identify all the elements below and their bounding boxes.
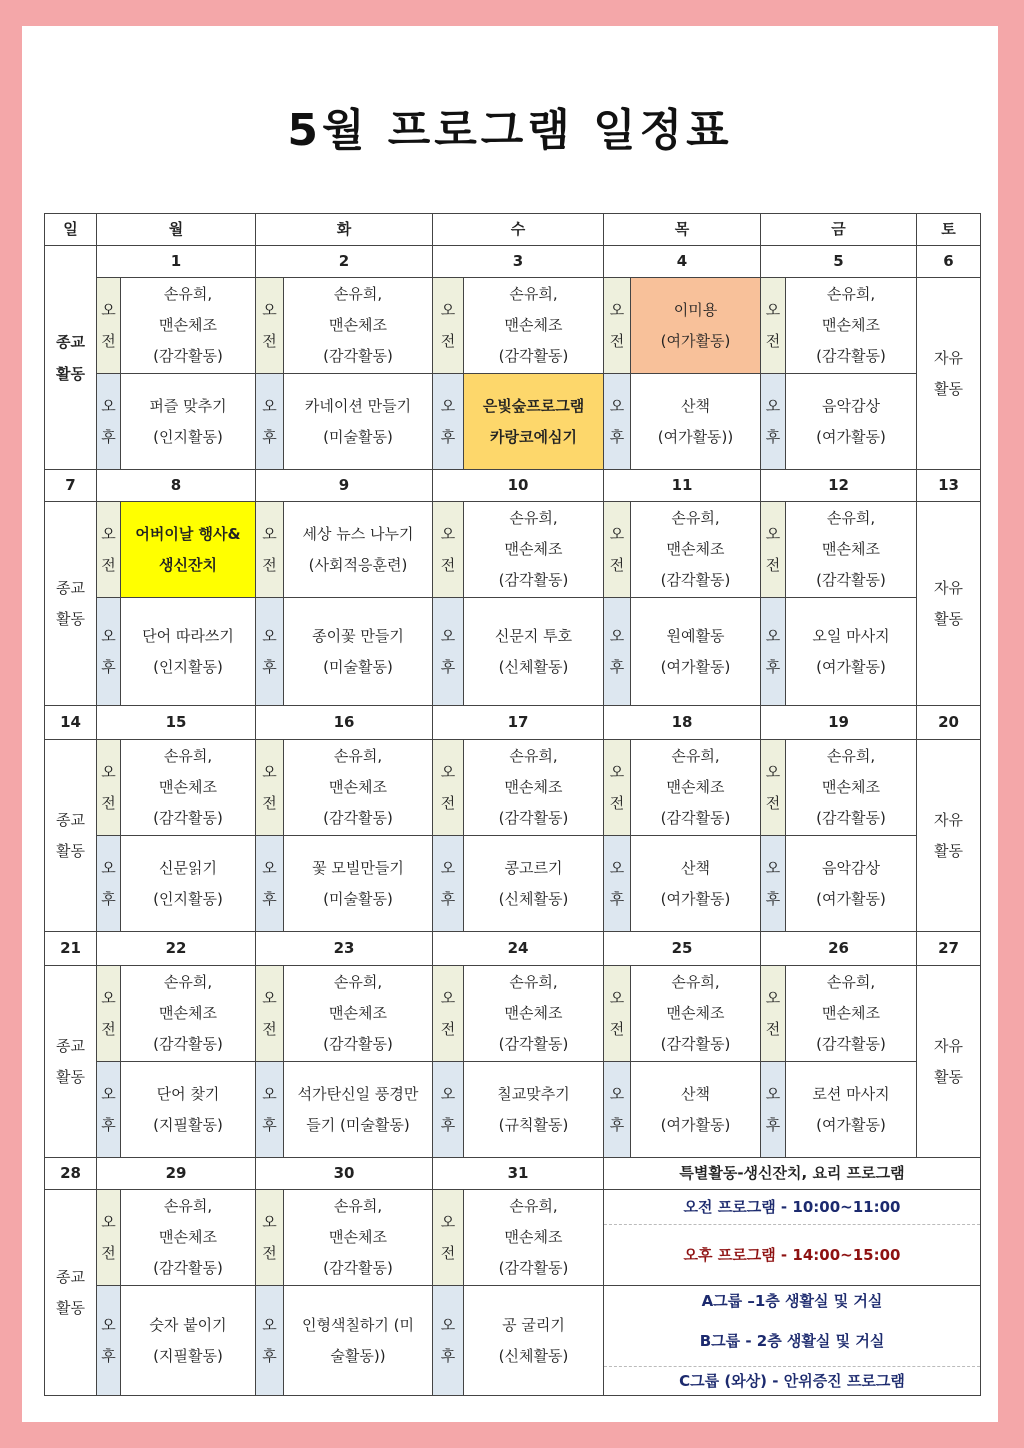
pm-label: 오 후 (433, 1062, 464, 1158)
pm-label: 오 후 (433, 1286, 464, 1396)
am-activity: 손유희, 맨손체조 (감각활동) (464, 278, 604, 374)
pm-activity-highlight: 은빛숲프로그램 카랑코에심기 (464, 374, 604, 470)
am-label: 오 전 (761, 278, 786, 374)
program-time-info (604, 1190, 981, 1286)
week1-sun-cell (45, 246, 97, 470)
pm-label: 오 후 (761, 1062, 786, 1158)
religion-label: 종교 활동 (45, 502, 97, 706)
am-label: 오 전 (761, 502, 786, 598)
schedule-page (22, 26, 998, 1422)
am-label: 오 전 (97, 278, 121, 374)
week3-date-row (45, 706, 981, 740)
pm-activity: 꽃 모빌만들기 (미술활동) (284, 836, 433, 932)
date-label: 9 (256, 470, 433, 502)
pm-label: 오 후 (256, 836, 284, 932)
am-activity: 손유희, 맨손체조 (감각활동) (284, 740, 433, 836)
am-program-time: 오전 프로그램 - 10:00~11:00 (683, 1198, 901, 1216)
group-c-info: C그룹 (와상) - 안위증진 프로그램 (604, 1366, 980, 1395)
am-label: 오 전 (256, 502, 284, 598)
pm-activity: 인형색칠하기 (미 술활동)) (284, 1286, 433, 1396)
pm-label: 오 후 (256, 598, 284, 706)
religion-label: 종교 활동 (45, 966, 97, 1158)
date-label: 24 (433, 932, 604, 966)
pm-activity: 칠교맞추기 (규칙활동) (464, 1062, 604, 1158)
religion-label: 종교 활동 (45, 740, 97, 932)
am-activity: 손유희, 맨손체조 (감각활동) (631, 740, 761, 836)
am-label: 오 전 (256, 966, 284, 1062)
week4-date-row (45, 932, 981, 966)
group-b-info: B그룹 - 2층 생활실 및 거실 (699, 1332, 885, 1350)
date-label: 29 (97, 1158, 256, 1190)
pm-label: 오 후 (256, 1286, 284, 1396)
date-label: 4 (604, 246, 761, 278)
am-label: 오 전 (761, 966, 786, 1062)
date-label-holiday: 15 (97, 706, 256, 740)
am-label: 오 전 (256, 740, 284, 836)
pm-activity: 음악감상 (여가활동) (786, 836, 917, 932)
pm-label: 오 후 (433, 374, 464, 470)
am-activity: 세상 뉴스 나누기 (사회적응훈련) (284, 502, 433, 598)
free-activity: 자유 활동 (917, 502, 981, 706)
am-activity: 손유희, 맨손체조 (감각활동) (284, 278, 433, 374)
pm-activity: 원예활동 (여가활동) (631, 598, 761, 706)
am-activity: 손유희, 맨손체조 (감각활동) (284, 1190, 433, 1286)
pm-activity: 오일 마사지 (여가활동) (786, 598, 917, 706)
week5-am-row (45, 1190, 981, 1286)
am-label: 오 전 (761, 740, 786, 836)
week2-pm-row (45, 598, 981, 706)
am-activity: 손유희, 맨손체조 (감각활동) (121, 966, 256, 1062)
pm-label: 오 후 (433, 836, 464, 932)
group-a-info: A그룹 –1층 생활실 및 거실 (701, 1292, 883, 1310)
am-activity: 손유희, 맨손체조 (감각활동) (464, 502, 604, 598)
date-label: 23 (256, 932, 433, 966)
free-activity: 자유 활동 (917, 278, 981, 470)
week4-am-row (45, 966, 981, 1062)
group-info (604, 1286, 981, 1396)
free-activity: 자유 활동 (917, 740, 981, 932)
pm-label: 오 후 (604, 836, 631, 932)
am-label: 오 전 (604, 278, 631, 374)
date-label-sat: 27 (917, 932, 981, 966)
free-activity: 자유 활동 (917, 966, 981, 1158)
am-label: 오 전 (97, 1190, 121, 1286)
date-label: 2 (256, 246, 433, 278)
am-label: 오 전 (97, 966, 121, 1062)
am-label: 오 전 (97, 502, 121, 598)
date-label: 10 (433, 470, 604, 502)
date-label: 30 (256, 1158, 433, 1190)
pm-activity: 신문지 투호 (신체활동) (464, 598, 604, 706)
day-header-fri: 금 (761, 214, 917, 246)
day-header-thu: 목 (604, 214, 761, 246)
day-header-mon: 월 (97, 214, 256, 246)
am-label: 오 전 (433, 278, 464, 374)
week5-pm-row (45, 1286, 981, 1396)
week2-date-row (45, 470, 981, 502)
am-label: 오 전 (256, 278, 284, 374)
am-activity: 손유희, 맨손체조 (감각활동) (786, 740, 917, 836)
day-header-tue: 화 (256, 214, 433, 246)
day-header-sun: 일 (45, 214, 97, 246)
religion-label: 종교 활동 (56, 332, 85, 383)
am-label: 오 전 (97, 740, 121, 836)
am-label: 오 전 (604, 966, 631, 1062)
date-label: 22 (97, 932, 256, 966)
am-activity: 손유희, 맨손체조 (감각활동) (121, 740, 256, 836)
week1-am-row (45, 278, 981, 374)
am-activity-highlight: 이미용 (여가활동) (631, 278, 761, 374)
pm-activity: 신문읽기 (인지활동) (121, 836, 256, 932)
pm-activity: 석가탄신일 풍경만 들기 (미술활동) (284, 1062, 433, 1158)
am-activity: 손유희, 맨손체조 (감각활동) (464, 1190, 604, 1286)
pm-activity: 종이꽃 만들기 (미술활동) (284, 598, 433, 706)
week1-date-row (45, 246, 981, 278)
date-label: 3 (433, 246, 604, 278)
pm-label: 오 후 (761, 598, 786, 706)
date-label: 17 (433, 706, 604, 740)
pm-label: 오 후 (604, 598, 631, 706)
am-label: 오 전 (433, 1190, 464, 1286)
date-label-sat: 6 (917, 246, 981, 278)
pm-label: 오 후 (604, 374, 631, 470)
am-label: 오 전 (433, 740, 464, 836)
am-activity: 손유희, 맨손체조 (감각활동) (121, 278, 256, 374)
pm-label: 오 후 (256, 1062, 284, 1158)
am-label: 오 전 (256, 1190, 284, 1286)
am-activity: 손유희, 맨손체조 (감각활동) (121, 1190, 256, 1286)
am-activity: 손유희, 맨손체조 (감각활동) (631, 502, 761, 598)
day-header-wed: 수 (433, 214, 604, 246)
religion-label: 종교 활동 (45, 1190, 97, 1396)
pm-activity: 음악감상 (여가활동) (786, 374, 917, 470)
pm-activity: 단어 찾기 (지필활동) (121, 1062, 256, 1158)
pm-activity: 로션 마사지 (여가활동) (786, 1062, 917, 1158)
week3-am-row (45, 740, 981, 836)
pm-label: 오 후 (97, 598, 121, 706)
date-label-sun: 21 (45, 932, 97, 966)
am-activity: 손유희, 맨손체조 (감각활동) (284, 966, 433, 1062)
am-activity: 손유희, 맨손체조 (감각활동) (786, 966, 917, 1062)
date-label: 26 (761, 932, 917, 966)
weekday-header-row (45, 214, 981, 246)
pm-activity: 공 굴리기 (신체활동) (464, 1286, 604, 1396)
schedule-table (44, 213, 981, 1396)
date-label: 16 (256, 706, 433, 740)
pm-label: 오 후 (604, 1062, 631, 1158)
am-label: 오 전 (604, 502, 631, 598)
pm-activity: 퍼즐 맞추기 (인지활동) (121, 374, 256, 470)
am-activity: 손유희, 맨손체조 (감각활동) (464, 966, 604, 1062)
pm-label: 오 후 (97, 1062, 121, 1158)
date-label: 1 (97, 246, 256, 278)
week3-pm-row (45, 836, 981, 932)
pm-label: 오 후 (761, 836, 786, 932)
pm-activity: 단어 따라쓰기 (인지활동) (121, 598, 256, 706)
page-title: 5월 프로그램 일정표 (287, 105, 733, 156)
date-label: 25 (604, 932, 761, 966)
am-activity: 손유희, 맨손체조 (감각활동) (631, 966, 761, 1062)
am-activity: 손유희, 맨손체조 (감각활동) (786, 502, 917, 598)
pm-activity: 산책 (여가활동) (631, 1062, 761, 1158)
am-label: 오 전 (433, 502, 464, 598)
pm-activity: 숫자 붙이기 (지필활동) (121, 1286, 256, 1396)
pm-label: 오 후 (97, 836, 121, 932)
pm-label: 오 후 (97, 1286, 121, 1396)
date-label-sun: 7 (45, 470, 97, 502)
am-activity-highlight: 어버이날 행사& 생신잔치 (121, 502, 256, 598)
am-activity: 손유희, 맨손체조 (감각활동) (786, 278, 917, 374)
pm-activity: 산책 (여가활동) (631, 836, 761, 932)
date-label: 8 (97, 470, 256, 502)
pm-label: 오 후 (256, 374, 284, 470)
week2-am-row (45, 502, 981, 598)
pm-activity: 카네이션 만들기 (미술활동) (284, 374, 433, 470)
week5-date-row (45, 1158, 981, 1190)
date-label-sat: 13 (917, 470, 981, 502)
date-label-sun: 14 (45, 706, 97, 740)
am-label: 오 전 (433, 966, 464, 1062)
date-label: 11 (604, 470, 761, 502)
pm-program-time: 오후 프로그램 - 14:00~15:00 (604, 1224, 980, 1285)
date-label: 19 (761, 706, 917, 740)
pm-label: 오 후 (761, 374, 786, 470)
pm-activity: 콩고르기 (신체활동) (464, 836, 604, 932)
special-activity-header: 특별활동-생신잔치, 요리 프로그램 (604, 1158, 981, 1190)
date-label-sun: 28 (45, 1158, 97, 1190)
day-header-sat: 토 (917, 214, 981, 246)
date-label: 18 (604, 706, 761, 740)
date-label-sat: 20 (917, 706, 981, 740)
date-label: 5 (761, 246, 917, 278)
am-activity: 손유희, 맨손체조 (감각활동) (464, 740, 604, 836)
am-label: 오 전 (604, 740, 631, 836)
pm-label: 오 후 (97, 374, 121, 470)
week1-pm-row (45, 374, 981, 470)
pm-label: 오 후 (433, 598, 464, 706)
date-label: 31 (433, 1158, 604, 1190)
week4-pm-row (45, 1062, 981, 1158)
pm-activity: 산책 (여가활동)) (631, 374, 761, 470)
date-label: 12 (761, 470, 917, 502)
